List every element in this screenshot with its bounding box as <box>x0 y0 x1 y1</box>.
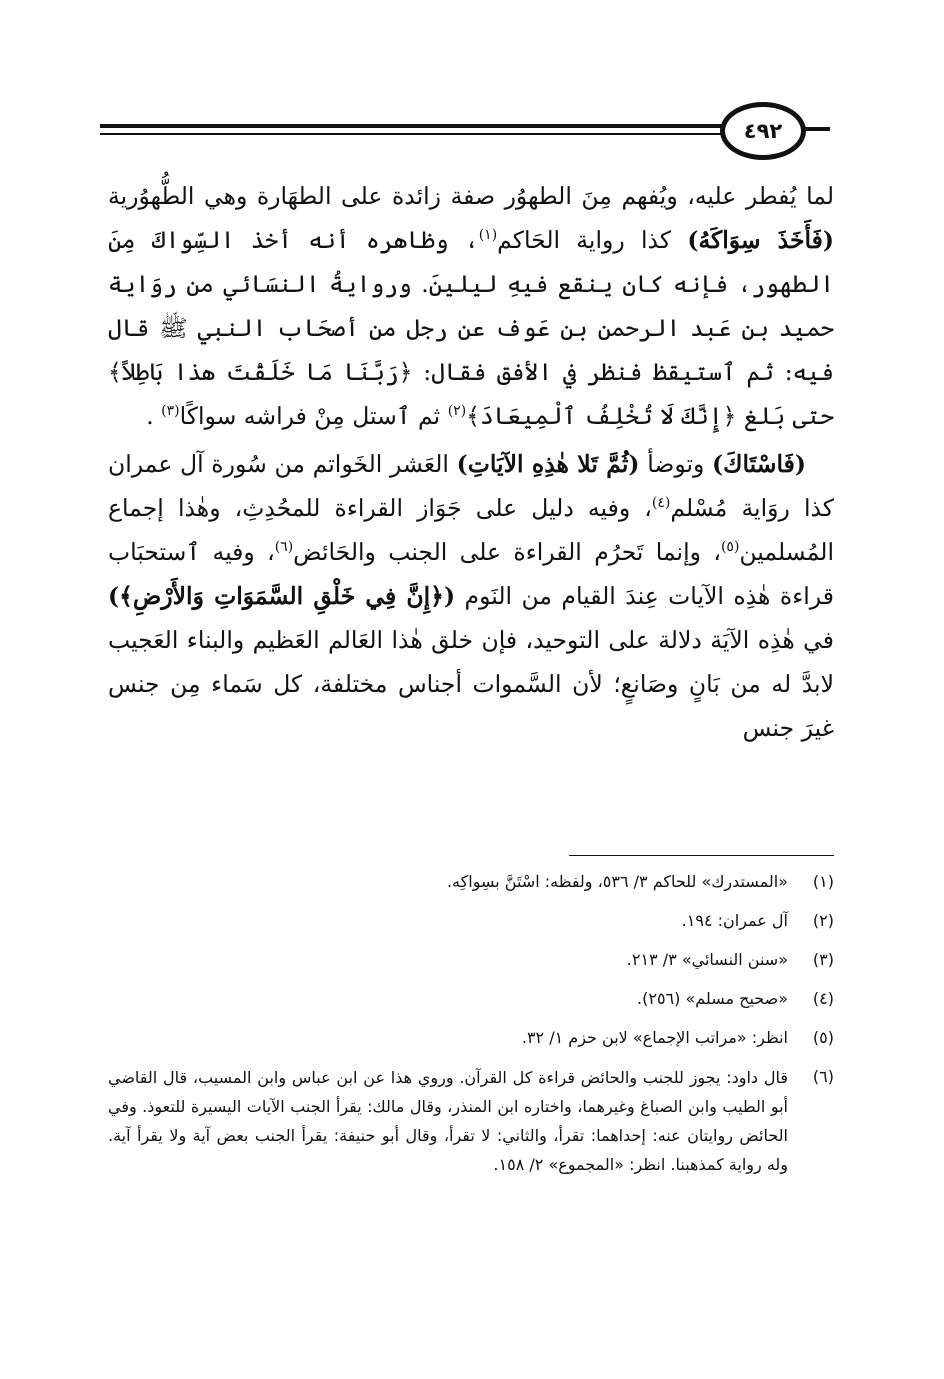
paragraph-2 <box>108 442 834 750</box>
text-run: ، وفيه ٱستحبَاب قراءة هٰذِه الآيات عِندَ القيام من النَوم <box>108 538 834 610</box>
footnote-1 <box>108 868 834 896</box>
footnote-ref: (٤) <box>651 495 671 512</box>
quoted-phrase: (فَاسْتَاكَ) <box>712 450 806 478</box>
text-run: ثم ٱستل مِنْ فراشه سواكًا <box>179 402 448 430</box>
text-run: ، وإنما تَحرُم القراءة على الجنب والحَائض <box>293 538 721 566</box>
footnote-text: «سنن النسائي» ٣/ ٢١٣. <box>626 950 788 969</box>
footnote-number: (١) <box>812 872 834 891</box>
footnote-text: انظر: «مراتب الإجماع» لابن حزم ١/ ٣٢. <box>521 1028 788 1047</box>
footnote-ref: (٢) <box>447 403 467 420</box>
header-rule-thin <box>100 133 725 135</box>
text-run: في هٰذِه الآيَة دلالة على التوحيد، فإن خلق هٰذا العَالم العَظيم والبناء العَجيب لابدَّ له من بَانٍ وصَانعٍ؛ لأن السَّموات أجناس مختلفة، كل سَماء مِن جنس غيرَ جنس <box>108 626 834 742</box>
header-rule-thick <box>100 124 725 128</box>
footnote-text: «المستدرك» للحاكم ٣/ ٥٣٦، ولفظه: اسْتَنَّ بسِواكِه. <box>446 872 788 891</box>
text-run: لما يُفطر عليه، ويُفهم مِنَ الطهوُر صفة زائدة على الطهَارة وهي الطُّهوُرية <box>108 182 834 210</box>
footnote-number: (٤) <box>812 989 834 1008</box>
footnote-text: «صحيح مسلم» (٢٥٦). <box>637 989 788 1008</box>
footnote-number: (٥) <box>812 1028 834 1047</box>
quoted-phrase: (﴿إِنَّ فِي خَلْقِ السَّمَوَاتِ وَالأَرْضِ﴾) <box>108 582 456 610</box>
footnote-number: (٢) <box>812 911 834 930</box>
footnote-6 <box>108 1063 834 1179</box>
footnote-ref: (١) <box>478 227 498 244</box>
footnote-text: آل عمران: ١٩٤. <box>681 911 788 930</box>
page-number-badge <box>720 102 806 160</box>
footnote-number: (٣) <box>812 950 834 969</box>
footnote-separator <box>569 855 834 856</box>
quoted-phrase: (فَأَخَذَ سِوَاكَهُ) <box>687 226 834 254</box>
page-number: ٤٩٢ <box>743 119 783 143</box>
footnote-text: قال داود: يجوز للجنب والحائض قراءة كل القرآن. وروي هذا عن ابن عباس وابن المسيب، قال القاضي أبو الطيب وابن الصباغ وغيرهما، واختاره ابن المنذر، وقال مالك: يقرأ الجنب الآيات اليسيرة للتعوذ. وفي الحائض روايتان عنه: إحداهما: تقرأ، والثاني: لا تقرأ، وقال أبو حنيفة: يقرأ الجنب بعض آية ولا يقرأ آية. وله رواية كمذهبنا. انظر: «المجموع» ٢/ ١٥٨. <box>108 1068 788 1174</box>
text-run: . <box>146 402 162 430</box>
footnote-ref: (٣) <box>161 403 180 420</box>
text-run: ، وظاهره أنه أخذ السِّواكَ مِنَ الطهور، فإنه كان ينقع فيهِ ليلينَ. وروايةُ النسَائي من روَاية حميد بن عَبد الرحمن بن عَوف عن رجل من أصحَاب النبي ﷺ قال فيه: ثم ٱستيقظ فنظر في الأفق فقال: ﴿رَبَّنَا مَا خَلَقْتَ هذا بَاطِلاً﴾ حتى بَلغ ﴿إِنَّكَ لَا تُخْلِفُ ٱلْمِيعَادَ﴾ <box>108 226 834 430</box>
footnote-2 <box>108 907 834 935</box>
text-run: وتوضأ <box>639 450 713 478</box>
footnote-5 <box>108 1024 834 1052</box>
text-run: العَشر الخَواتم من سُورة آل عمران كذا روَاية مُسْلم <box>108 450 834 522</box>
text-run: كذا رواية الحَاكم <box>497 226 688 254</box>
footnote-number: (٦) <box>812 1067 834 1086</box>
text-run: ، وفيه دليل على جَوَاز القراءة للمحُدِثِ، وهٰذا إجماع المُسلمين <box>108 494 834 566</box>
footnote-ref: (٥) <box>720 539 740 556</box>
page-header <box>100 100 830 164</box>
quoted-phrase: (ثُمَّ تَلا هٰذِهِ الآيَاتِ) <box>456 450 640 478</box>
paragraph-1 <box>108 174 834 438</box>
footnote-3 <box>108 946 834 974</box>
footnotes <box>108 868 834 1190</box>
footnote-4 <box>108 985 834 1013</box>
main-text <box>108 174 834 750</box>
footnote-ref: (٦) <box>274 539 294 556</box>
